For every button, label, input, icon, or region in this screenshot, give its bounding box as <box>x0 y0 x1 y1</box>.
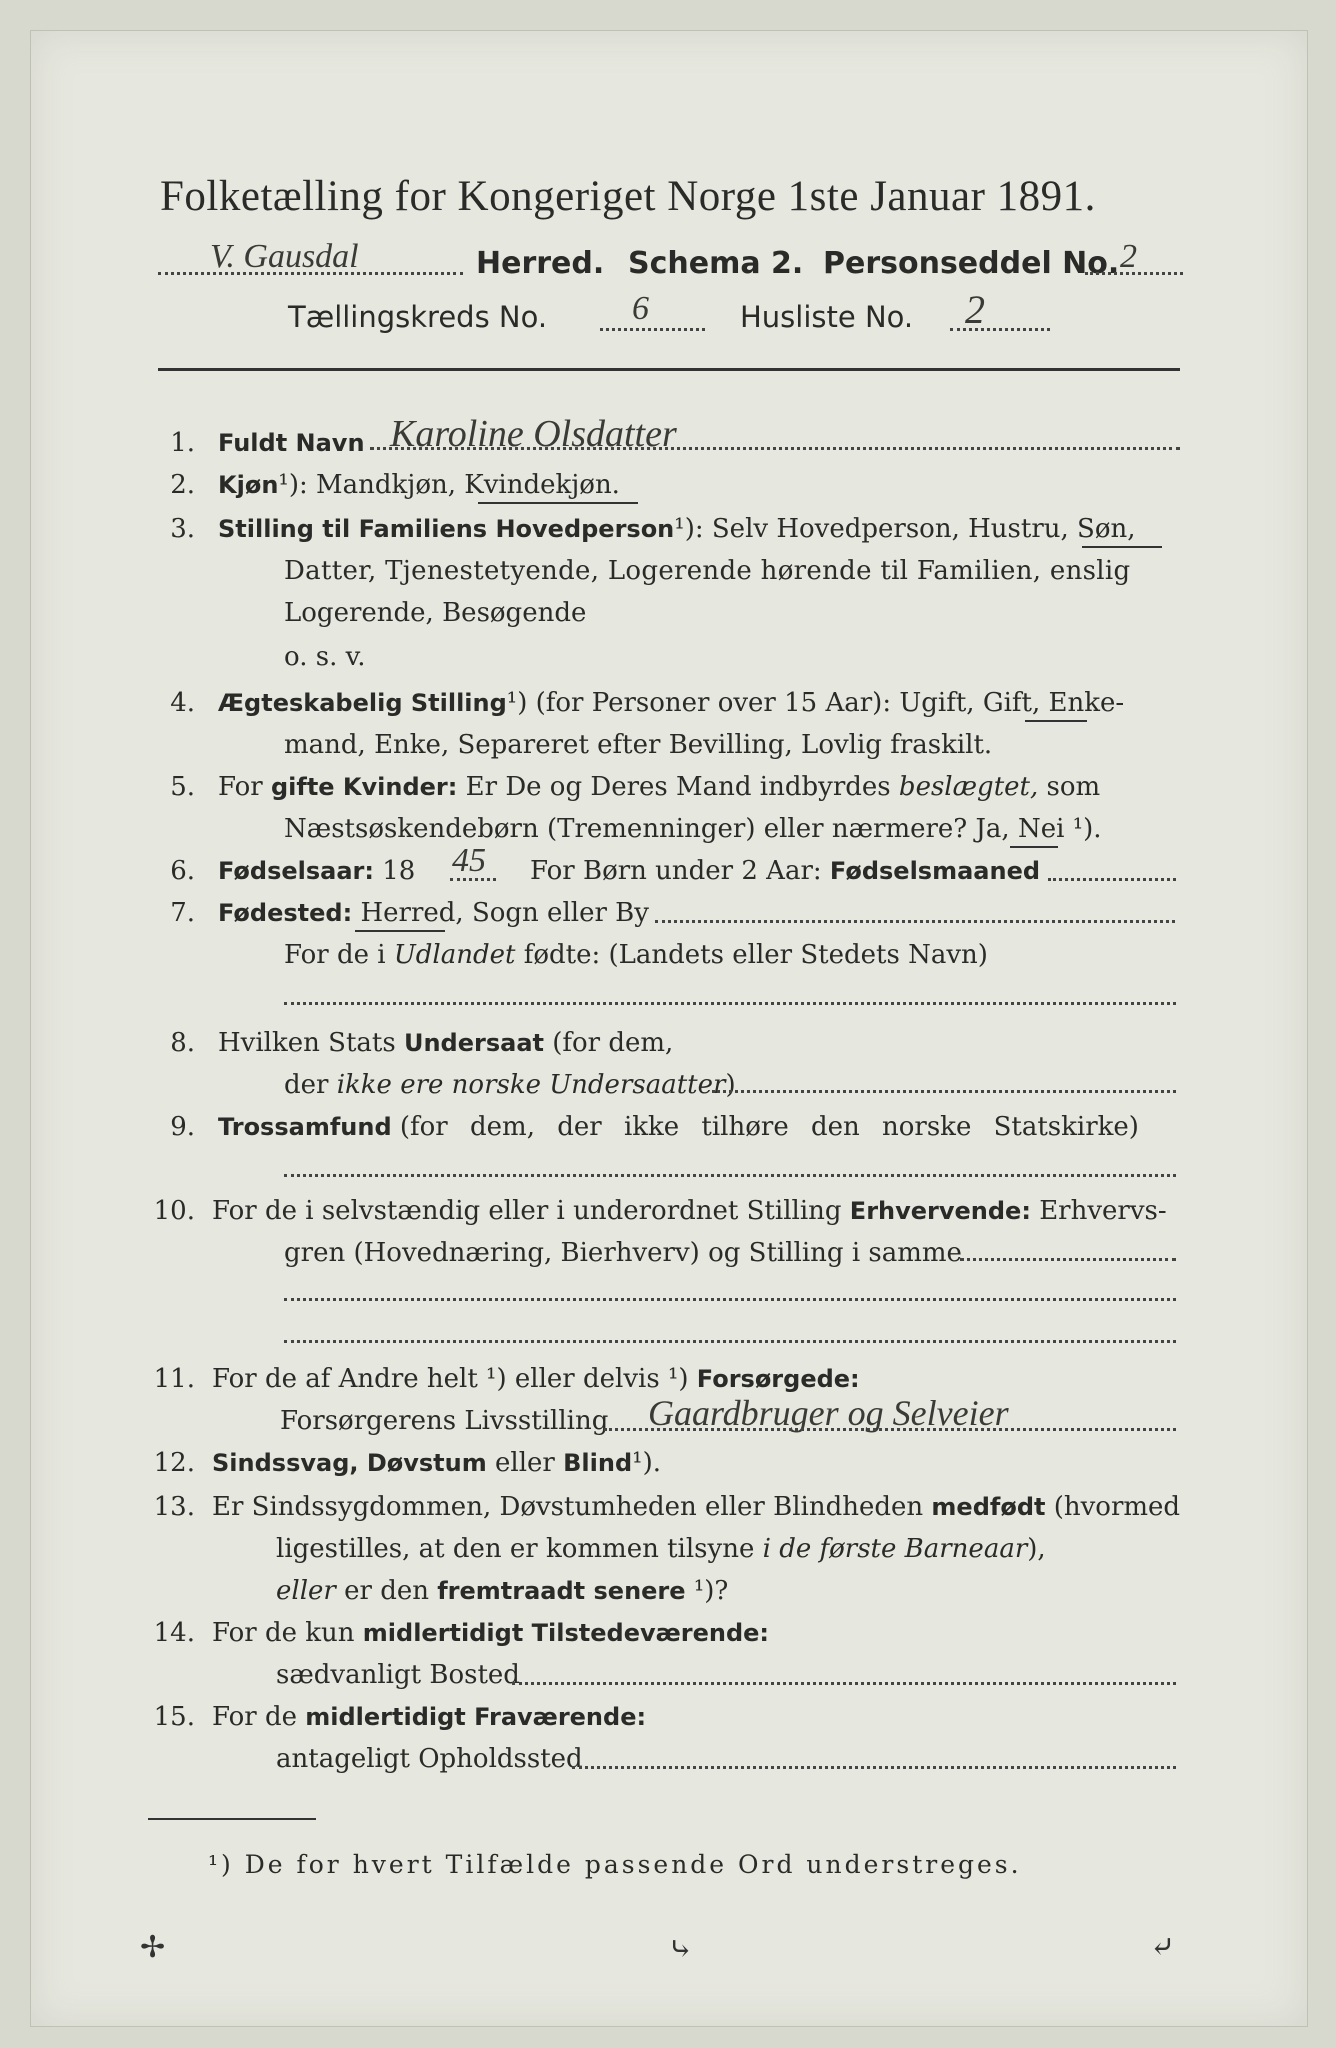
q3-line-4: o. s. v. <box>284 642 366 672</box>
q6-birth-year-value: 45 <box>452 842 486 879</box>
q10-answer-line-2 <box>284 1340 1176 1343</box>
form-title: Folketælling for Kongeriget Norge 1ste Januar 1891. <box>160 173 1096 220</box>
item-number-4: 4. <box>170 688 195 718</box>
item-number-3: 3. <box>170 514 195 544</box>
registration-mark-center: ⤷ <box>668 1932 694 1967</box>
item-number-10: 10. <box>153 1196 195 1226</box>
q15-line-1: For de midlertidigt Fraværende: <box>212 1702 647 1732</box>
q6-year-dots <box>450 878 496 881</box>
item-number-1: 1. <box>170 428 195 458</box>
item-number-13: 13. <box>153 1492 195 1522</box>
q10-answer-line-1 <box>284 1298 1176 1301</box>
husliste-label: Husliste No. <box>740 300 914 334</box>
q1-name-value: Karoline Olsdatter <box>390 413 677 455</box>
kreds-label: Tællingskreds No. <box>288 300 548 334</box>
q4-line-1: Ægteskabelig Stilling¹) (for Personer over 15 Aar): Ugift, Gift, Enke- <box>218 688 1125 718</box>
q11-line-1: For de af Andre helt ¹) eller delvis ¹) Forsørgede: <box>212 1364 860 1394</box>
q10-dotted-line <box>960 1258 1176 1261</box>
footnote-rule <box>148 1818 316 1820</box>
q7-line-1: Fødested: Herred, Sogn eller By <box>218 898 649 928</box>
herred-dotted-line <box>158 272 463 275</box>
kreds-dotted-line <box>600 328 705 331</box>
q7-dotted-line <box>655 920 1175 923</box>
q9-line: Trossamfund (for dem, der ikke tilhøre den norske Statskirke) <box>218 1112 1139 1142</box>
personseddel-value: 2 <box>1120 238 1137 275</box>
q11-dotted-line <box>604 1428 1176 1431</box>
schema-label: Schema 2. <box>628 246 804 281</box>
q3-line-3: Logerende, Besøgende <box>284 598 587 628</box>
item-number-9: 9. <box>170 1112 195 1142</box>
item-number-15: 15. <box>153 1702 195 1732</box>
q6-line-mid: For Børn under 2 Aar: Fødselsmaaned <box>530 856 1041 886</box>
q15-line-2: antageligt Opholdssted <box>276 1744 583 1774</box>
item-number-11: 11. <box>153 1364 195 1394</box>
q10-line-2: gren (Hovednæring, Bierhverv) og Stilling i samme <box>284 1238 962 1268</box>
q6-dotted-line <box>1048 878 1176 881</box>
registration-mark-left: ✢ <box>140 1930 166 1965</box>
q11-line-2: Forsørgerens Livsstilling <box>280 1406 609 1436</box>
q14-line-1: For de kun midlertidigt Tilstedeværende: <box>212 1618 770 1648</box>
registration-mark-right: ⤶ <box>1150 1930 1176 1965</box>
q3-line-2: Datter, Tjenestetyende, Logerende hørende til Familien, enslig <box>284 556 1131 586</box>
q11-provider-occupation-value: Gaardbruger og Selveier <box>648 1393 1009 1433</box>
kreds-value: 6 <box>632 290 649 327</box>
q5-line-1: For gifte Kvinder: Er De og Deres Mand indbyrdes beslægtet, som <box>218 772 1101 802</box>
q13-line-3: eller er den fremtraadt senere ¹)? <box>276 1576 729 1606</box>
item-number-12: 12. <box>153 1448 195 1478</box>
q4-line-2: mand, Enke, Separeret efter Bevilling, Lovlig fraskilt. <box>284 730 993 760</box>
q14-line-2: sædvanligt Bosted <box>276 1660 520 1690</box>
item-number-5: 5. <box>170 772 195 802</box>
husliste-dotted-line <box>950 328 1050 331</box>
q5-underline <box>1010 846 1058 848</box>
q7-line-2: For de i Udlandet fødte: (Landets eller Stedets Navn) <box>284 940 988 970</box>
q10-line-1: For de i selvstændig eller i underordnet Stilling Erhvervende: Erhvervs- <box>212 1196 1167 1226</box>
q7-answer-line <box>284 1002 1176 1005</box>
q4-underline <box>1025 720 1087 722</box>
husliste-value: 2 <box>965 287 985 332</box>
q1-label: Fuldt Navn <box>218 429 365 457</box>
item-number-2: 2. <box>170 470 195 500</box>
q9-answer-line <box>284 1174 1176 1177</box>
q8-line-1: Hvilken Stats Undersaat (for dem, <box>218 1028 674 1058</box>
q3-line-1: Stilling til Familiens Hovedperson¹): Selv Hovedperson, Hustru, Søn, <box>218 514 1136 544</box>
item-number-7: 7. <box>170 898 195 928</box>
header-divider <box>158 368 1180 371</box>
q5-line-2: Næstsøskendebørn (Tremenninger) eller nærmere? Ja, Nei ¹). <box>284 814 1102 844</box>
item-number-14: 14. <box>153 1618 195 1648</box>
herred-label: Herred. <box>476 246 605 281</box>
personseddel-dotted-line <box>1085 272 1183 275</box>
q2-underline <box>478 502 638 504</box>
q2-line: Kjøn¹): Mandkjøn, Kvindekjøn. <box>218 470 620 500</box>
q13-line-2: ligestilles, at den er kommen tilsyne i de første Barneaar), <box>276 1534 1046 1564</box>
item-number-6: 6. <box>170 856 195 886</box>
q8-dotted-line <box>712 1090 1176 1093</box>
q6-line: Fødselsaar: 18 <box>218 856 416 886</box>
personseddel-label: Personseddel No. <box>823 246 1120 281</box>
q12-line: Sindssvag, Døvstum eller Blind¹). <box>212 1448 661 1478</box>
q8-line-2: der ikke ere norske Undersaatter) <box>284 1070 736 1100</box>
herred-value: V. Gausdal <box>210 238 359 275</box>
q7-underline <box>355 930 445 932</box>
q1-dotted-line <box>370 447 1180 450</box>
q15-dotted-line <box>572 1766 1176 1769</box>
item-number-8: 8. <box>170 1028 195 1058</box>
q2-selected-option: Kvindekjøn. <box>464 470 620 500</box>
q14-dotted-line <box>512 1682 1176 1685</box>
q13-line-1: Er Sindssygdommen, Døvstumheden eller Blindheden medfødt (hvormed <box>212 1492 1181 1522</box>
q3-underline <box>1082 546 1162 548</box>
footnote: ¹) De for hvert Tilfælde passende Ord understreges. <box>208 1850 1022 1879</box>
